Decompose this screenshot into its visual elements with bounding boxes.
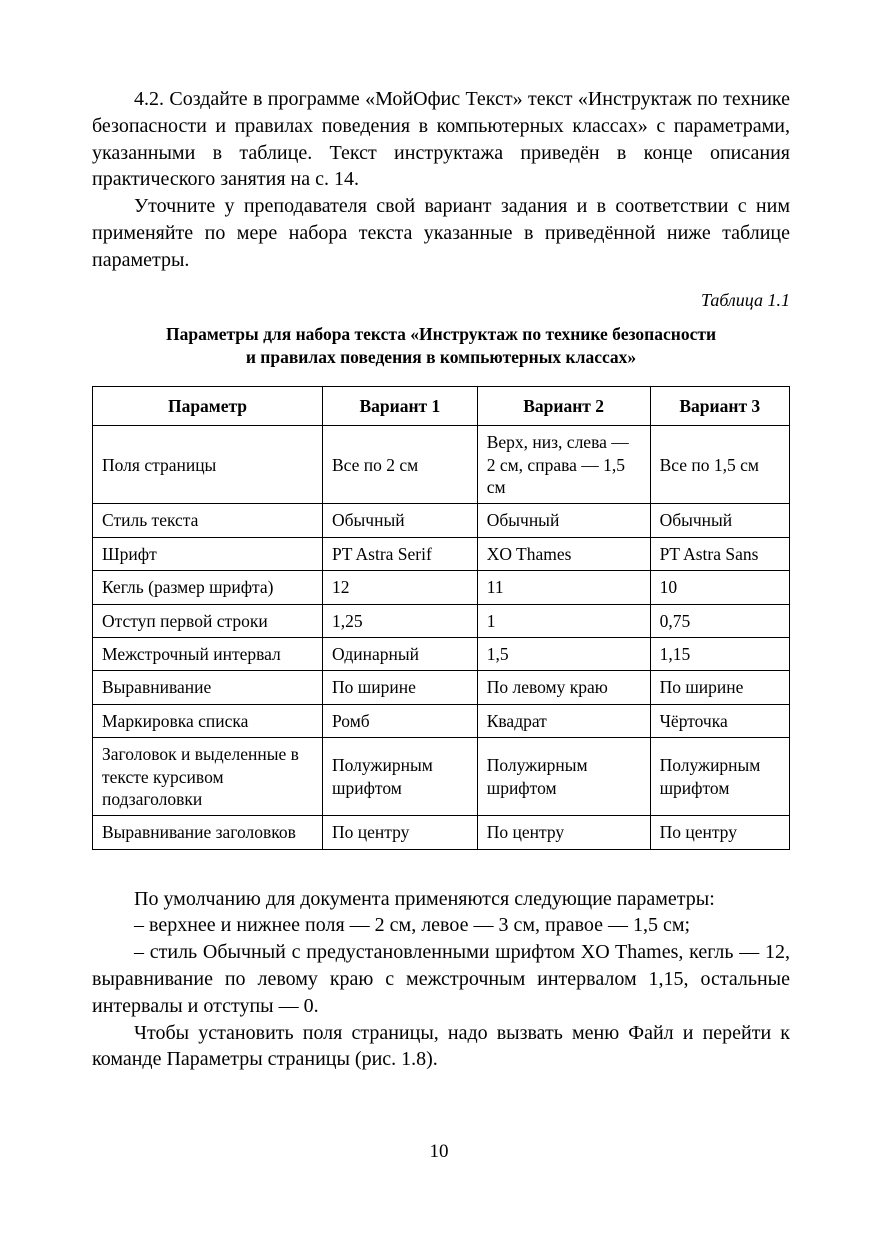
- table-cell: Обычный: [477, 504, 650, 537]
- table-cell: По центру: [650, 816, 789, 849]
- table-cell: 1,5: [477, 637, 650, 670]
- defaults-text-block: [92, 886, 790, 1074]
- params-table: [92, 386, 790, 850]
- table-row: [93, 637, 790, 670]
- table-cell: 1: [477, 604, 650, 637]
- table-cell: Поля страницы: [93, 426, 323, 504]
- table-cell: 1,15: [650, 637, 789, 670]
- paragraph: Чтобы установить поля страницы, надо вызвать меню Файл и перейти к команде Параметры страницы (рис. 1.8).: [92, 1021, 790, 1071]
- table-cell: 10: [650, 571, 789, 604]
- table-label: Таблица 1.1: [700, 289, 790, 310]
- table-cell: Полужирным шрифтом: [323, 738, 478, 816]
- page-number: 10: [429, 1141, 449, 1162]
- table-row: [93, 671, 790, 704]
- table-cell: Выравнивание: [93, 671, 323, 704]
- paragraph: 4.2. Создайте в программе «МойОфис Текст» текст «Инструктаж по технике безопасности и правилах поведения в компьютерных классах» с параметрами, указанными в таблице. Текст инструктажа приведён в конце описания практического занятия на с. 14.: [92, 88, 790, 191]
- table-cell: Отступ первой строки: [93, 604, 323, 637]
- table-cell: Все по 2 см: [323, 426, 478, 504]
- table-row: [93, 816, 790, 849]
- paragraph: По умолчанию для документа применяются следующие параметры:: [134, 887, 715, 910]
- table-title-line: Параметры для набора текста «Инструктаж по технике безопасности: [165, 323, 717, 344]
- table-cell: 12: [323, 571, 478, 604]
- table-cell: Все по 1,5 см: [650, 426, 789, 504]
- table-cell: По ширине: [650, 671, 789, 704]
- table-cell: 0,75: [650, 604, 789, 637]
- table-title: [92, 323, 790, 370]
- table-cell: Полужирным шрифтом: [650, 738, 789, 816]
- list-item: – верхнее и нижнее поля — 2 см, левое — 3 см, правое — 1,5 см;: [134, 914, 691, 937]
- table-cell: Межстрочный интервал: [93, 637, 323, 670]
- table-header-row: [93, 386, 790, 425]
- table-cell: Обычный: [323, 504, 478, 537]
- table-cell: По левому краю: [477, 671, 650, 704]
- table-cell: По центру: [323, 816, 478, 849]
- table-cell: PT Astra Serif: [323, 537, 478, 570]
- table-cell: 1,25: [323, 604, 478, 637]
- table-cell: Шрифт: [93, 537, 323, 570]
- list-item: – стиль Обычный с предустановленными шрифтом XO Thames, кегль — 12, выравнивание по левому краю с межстрочным интервалом 1,15, остальные интервалы и отступы — 0.: [92, 941, 790, 1017]
- table-cell: PT Astra Sans: [650, 537, 789, 570]
- paragraph: Уточните у преподавателя свой вариант задания и в соответствии с ним применяйте по мере набора текста указанные в приведённой ниже таблице параметры.: [92, 195, 790, 271]
- table-cell: Маркировка списка: [93, 704, 323, 737]
- table-cell: Заголовок и выделенные в тексте курсивом подзаголовки: [93, 738, 323, 816]
- table-row: [93, 604, 790, 637]
- table-cell: Квадрат: [477, 704, 650, 737]
- table-cell: Чёрточка: [650, 704, 789, 737]
- table-cell: XO Thames: [477, 537, 650, 570]
- header-cell: Вариант 2: [477, 386, 650, 425]
- table-cell: Одинарный: [323, 637, 478, 670]
- table-cell: По ширине: [323, 671, 478, 704]
- table-title-line: и правилах поведения в компьютерных классах»: [245, 347, 637, 368]
- header-cell: Вариант 1: [323, 386, 478, 425]
- table-cell: Кегль (размер шрифта): [93, 571, 323, 604]
- table-cell: Выравнивание заголовков: [93, 816, 323, 849]
- table-cell: Верх, низ, слева — 2 см, справа — 1,5 см: [477, 426, 650, 504]
- table-cell: Обычный: [650, 504, 789, 537]
- table-row: [93, 504, 790, 537]
- header-cell: Вариант 3: [650, 386, 789, 425]
- intro-text-block: [92, 86, 790, 274]
- table-cell: Стиль текста: [93, 504, 323, 537]
- table-cell: 11: [477, 571, 650, 604]
- table-cell: Ромб: [323, 704, 478, 737]
- header-cell: Параметр: [93, 386, 323, 425]
- table-row: [93, 571, 790, 604]
- table-row: [93, 537, 790, 570]
- table-row: [93, 738, 790, 816]
- table-cell: Полужирным шрифтом: [477, 738, 650, 816]
- table-cell: По центру: [477, 816, 650, 849]
- table-row: [93, 704, 790, 737]
- table-row: [93, 426, 790, 504]
